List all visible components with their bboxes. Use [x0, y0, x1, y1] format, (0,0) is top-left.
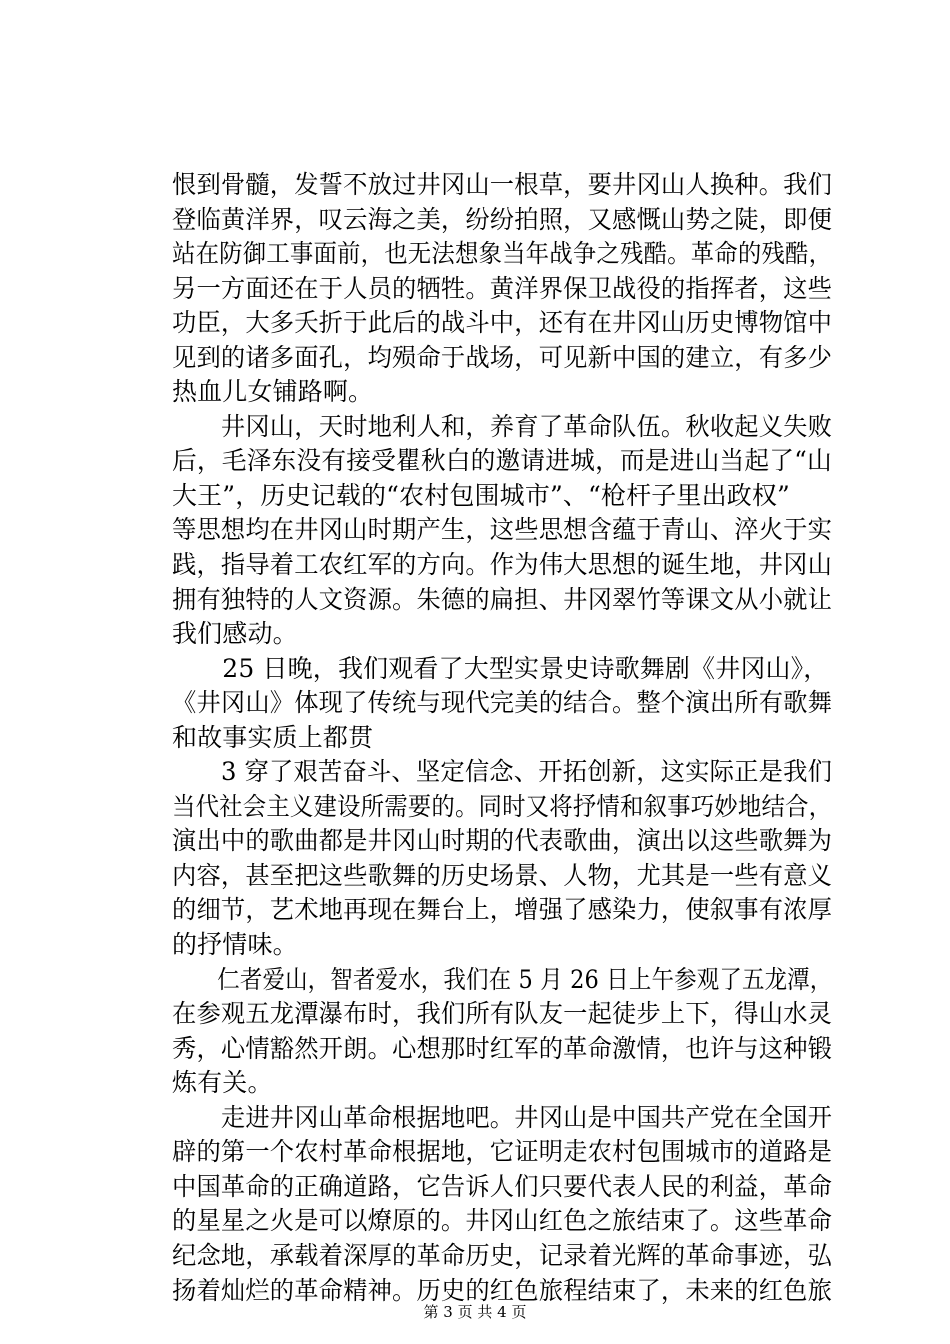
text-line: 热血儿女铺路啊。	[172, 377, 374, 407]
text-line: 的抒情味。	[172, 930, 298, 960]
text-line: 和故事实质上都贯	[172, 722, 374, 752]
text-line: 践，指导着工农红军的方向。作为伟大思想的诞生地，井冈山	[172, 550, 833, 580]
text-line: 另一方面还在于人员的牺牲。黄洋界保卫战役的指挥者，这些	[172, 273, 833, 303]
text-line: 中国革命的正确道路，它告诉人们只要代表人民的利益，革命	[172, 1171, 833, 1201]
body-text	[172, 168, 832, 1308]
text-line: 后，毛泽东没有接受瞿秋白的邀请进城，而是进山当起了“山	[172, 446, 832, 476]
text-line: 秀，心情豁然开朗。心想那时红军的革命激情，也许与这种锻	[172, 1033, 833, 1063]
text-line: 演出中的歌曲都是井冈山时期的代表歌曲，演出以这些歌舞为	[172, 826, 833, 856]
text-line: 炼有关。	[172, 1068, 273, 1098]
text-line: 井冈山，天时地利人和，养育了革命队伍。秋收起义失败	[172, 411, 833, 441]
text-line: 扬着灿烂的革命精神。历史的红色旅程结束了，未来的红色旅	[172, 1275, 833, 1305]
text-line: 25 日晚，我们观看了大型实景史诗歌舞剧《井冈山》，	[172, 653, 829, 683]
text-line: 站在防御工事面前，也无法想象当年战争之残酷。革命的残酷，	[172, 239, 833, 269]
text-line: 拥有独特的人文资源。朱德的扁担、井冈翠竹等课文从小就让	[172, 584, 833, 614]
text-line: 《井冈山》体现了传统与现代完美的结合。整个演出所有歌舞	[172, 688, 833, 718]
text-line: 辟的第一个农村革命根据地，它证明走农村包围城市的道路是	[172, 1137, 833, 1167]
text-line: 在参观五龙潭瀑布时，我们所有队友一起徒步上下，得山水灵	[172, 999, 833, 1029]
text-line: 的细节，艺术地再现在舞台上，增强了感染力，使叙事有浓厚	[172, 895, 833, 925]
text-line: 见到的诸多面孔，均殒命于战场，可见新中国的建立，有多少	[172, 342, 833, 372]
text-line: 3 穿了艰苦奋斗、坚定信念、开拓创新，这实际正是我们	[172, 757, 833, 787]
text-line: 登临黄洋界，叹云海之美，纷纷拍照，又感慨山势之陡，即便	[172, 204, 833, 234]
text-line: 恨到骨髓，发誓不放过井冈山一根草，要井冈山人换种。我们	[172, 170, 833, 199]
text-line: 功臣，大多夭折于此后的战斗中，还有在井冈山历史博物馆中	[172, 308, 833, 338]
text-line: 我们感动。	[172, 619, 298, 649]
text-line: 当代社会主义建设所需要的。同时又将抒情和叙事巧妙地结合，	[172, 791, 833, 821]
text-line: 仁者爱山，智者爱水，我们在 5 月 26 日上午参观了五龙潭，	[172, 964, 833, 994]
text-line: 纪念地，承载着深厚的革命历史，记录着光辉的革命事迹，弘	[172, 1240, 833, 1270]
text-line: 的星星之火是可以燎原的。井冈山红色之旅结束了。这些革命	[172, 1206, 833, 1236]
text-line: 等思想均在井冈山时期产生，这些思想含蕴于青山、淬火于实	[172, 515, 833, 545]
page-footer: 第 3 页 共 4 页	[423, 1303, 527, 1321]
text-line: 大王”，历史记载的“农村包围城市”、“枪杆子里出政权”	[172, 480, 790, 510]
text-line: 走进井冈山革命根据地吧。井冈山是中国共产党在全国开	[172, 1102, 833, 1132]
text-line: 内容，甚至把这些歌舞的历史场景、人物，尤其是一些有意义	[172, 860, 833, 890]
